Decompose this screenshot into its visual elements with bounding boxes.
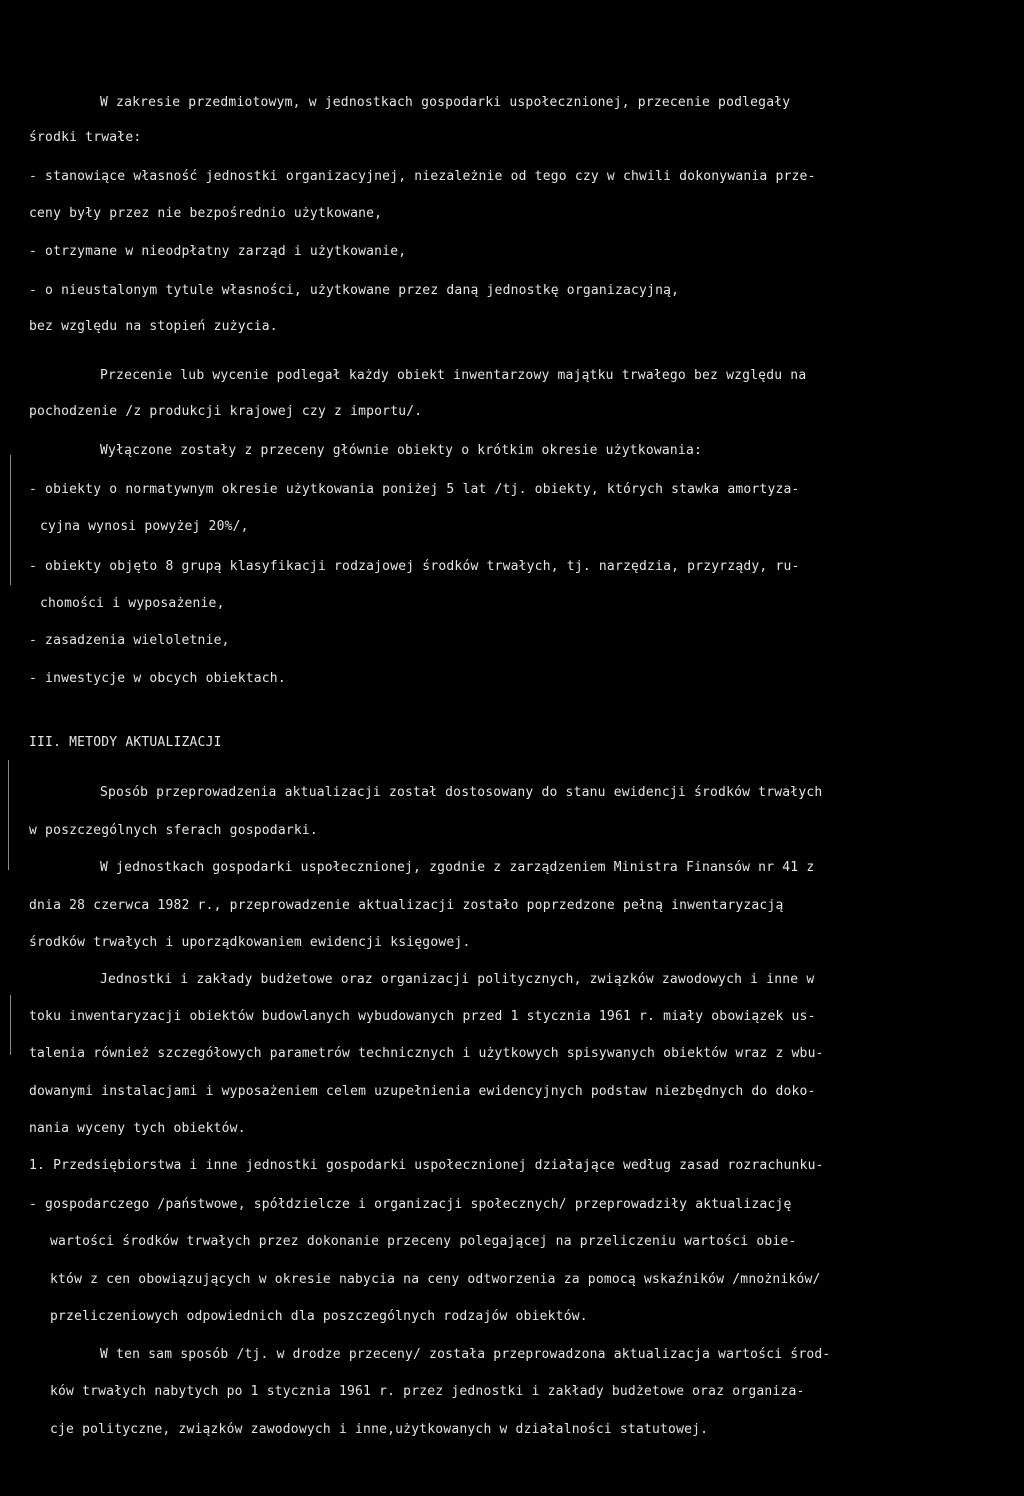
text-line: Wyłączone zostały z przeceny głównie obiekty o krótkim okresie użytkowania: <box>100 443 702 458</box>
text-line: - zasadzenia wieloletnie, <box>29 633 230 648</box>
text-line: nania wyceny tych obiektów. <box>29 1121 246 1136</box>
scan-margin-mark <box>10 455 11 585</box>
text-line: - inwestycje w obcych obiektach. <box>29 671 286 686</box>
text-line: W jednostkach gospodarki uspołecznionej, zgodnie z zarządzeniem Ministra Finansów nr 41 z <box>100 860 815 875</box>
text-line: dnia 28 czerwca 1982 r., przeprowadzenie aktualizacji zostało poprzedzone pełną inwentaryzacją <box>29 898 784 913</box>
scan-margin-mark <box>8 760 9 870</box>
text-line: - o nieustalonym tytule własności, użytkowane przez daną jednostkę organizacyjną, <box>29 283 680 298</box>
text-line: któw z cen obowiązujących w okresie nabycia na ceny odtworzenia za pomocą wskaźników /mnożników/ <box>50 1272 821 1287</box>
text-line: Sposób przeprowadzenia aktualizacji został dostosowany do stanu ewidencji środków trwałych <box>100 785 823 800</box>
text-line: cyjna wynosi powyżej 20%/, <box>40 519 249 534</box>
text-line: - otrzymane w nieodpłatny zarząd i użytkowanie, <box>29 244 407 259</box>
text-line: 1. Przedsiębiorstwa i inne jednostki gospodarki uspołecznionej działające według zasad rozrachunku- <box>29 1158 824 1173</box>
text-line: - obiekty objęto 8 grupą klasyfikacji rodzajowej środków trwałych, tj. narzędzia, przyrządy, ru- <box>29 559 800 574</box>
text-line: ków trwałych nabytych po 1 stycznia 1961 r. przez jednostki i zakłady budżetowe oraz organiza- <box>50 1384 805 1399</box>
text-line: - stanowiące własność jednostki organizacyjnej, niezależnie od tego czy w chwili dokonywania prze- <box>29 169 816 184</box>
text-line: w poszczególnych sferach gospodarki. <box>29 823 318 838</box>
text-line: chomości i wyposażenie, <box>40 596 225 611</box>
section-heading: III. METODY AKTUALIZACJI <box>29 735 222 750</box>
text-line: - obiekty o normatywnym okresie użytkowania poniżej 5 lat /tj. obiekty, których stawka amortyza- <box>29 482 800 497</box>
text-line: Przecenie lub wycenie podlegał każdy obiekt inwentarzowy majątku trwałego bez względu na <box>100 368 807 383</box>
text-line: W ten sam sposób /tj. w drodze przeceny/ została przeprowadzona aktualizacja wartości środ- <box>100 1347 831 1362</box>
text-line: środki trwałe: <box>29 130 142 145</box>
text-line: wartości środków trwałych przez dokonanie przeceny polegającej na przeliczeniu wartości obie- <box>50 1234 797 1249</box>
text-line: pochodzenie /z produkcji krajowej czy z importu/. <box>29 404 423 419</box>
text-line: W zakresie przedmiotowym, w jednostkach gospodarki uspołecznionej, przecenie podlegały <box>100 95 791 110</box>
text-line: bez względu na stopień zużycia. <box>29 319 278 334</box>
text-line: Jednostki i zakłady budżetowe oraz organizacji politycznych, związków zawodowych i inne w <box>100 972 815 987</box>
scan-margin-mark <box>10 995 11 1055</box>
text-line: cje polityczne, związków zawodowych i inne,użytkowanych w działalności statutowej. <box>50 1422 709 1437</box>
text-line: toku inwentaryzacji obiektów budowlanych wybudowanych przed 1 stycznia 1961 r. miały obowiązek us- <box>29 1009 816 1024</box>
text-line: - gospodarczego /państwowe, spółdzielcze i organizacji społecznych/ przeprowadziły aktualizację <box>29 1197 792 1212</box>
text-line: środków trwałych i uporządkowaniem ewidencji księgowej. <box>29 935 471 950</box>
text-line: talenia również szczegółowych parametrów technicznych i użytkowych spisywanych obiektów wraz z wbu- <box>29 1046 824 1061</box>
text-line: ceny były przez nie bezpośrednio użytkowane, <box>29 206 383 221</box>
text-line: dowanymi instalacjami i wyposażeniem celem uzupełnienia ewidencyjnych podstaw niezbędnych do doko- <box>29 1084 816 1099</box>
text-line: przeliczeniowych odpowiednich dla poszczególnych rodzajów obiektów. <box>50 1309 588 1324</box>
